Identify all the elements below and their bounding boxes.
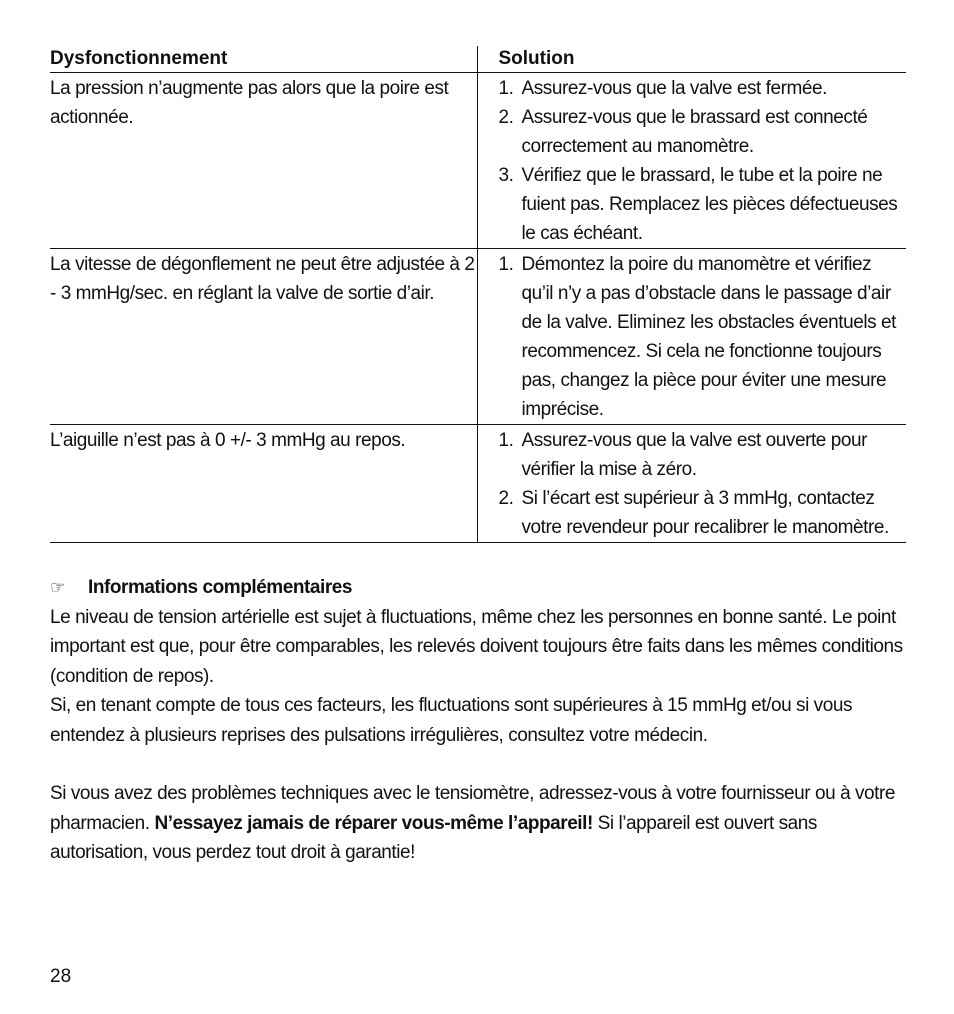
solution-item xyxy=(499,426,907,484)
solution-cell xyxy=(477,73,906,249)
problem-cell: La vitesse de dégonflement ne peut être adjustée à 2 - 3 mmHg/sec. en réglant la valve de sortie d’air. xyxy=(50,249,477,425)
warranty-text: Si vous avez des problèmes techniques avec le tensiomètre, adressez-vous à votre fournisseur ou à votre pharmacien. xyxy=(50,783,895,834)
solution-item xyxy=(499,161,907,248)
solution-item xyxy=(499,250,907,424)
solution-number: 2. xyxy=(498,107,514,128)
solution-item xyxy=(499,484,907,542)
page-number: 28 xyxy=(50,966,72,987)
solution-text: Si l’écart est supérieur à 3 mmHg, contactez votre revendeur pour recalibrer le manomètre. xyxy=(521,488,889,538)
solution-text: Assurez-vous que la valve est fermée. xyxy=(521,78,827,99)
table-row xyxy=(50,249,906,425)
info-section xyxy=(50,573,906,868)
solution-item xyxy=(499,103,907,161)
solution-number: 2. xyxy=(498,488,514,509)
table-row xyxy=(50,73,906,249)
solution-number: 1. xyxy=(498,254,514,275)
solution-cell xyxy=(477,425,906,543)
solution-text: Assurez-vous que la valve est ouverte pour vérifier la mise à zéro. xyxy=(521,430,867,480)
solution-text: Démontez la poire du manomètre et vérifiez qu’il n’y a pas d’obstacle dans le passage d’air de la valve. Eliminez les obstacles éventuels et recommencez. Si cela ne fonctionne toujours pas, changez la pièce pour éviter une mesure imprécise. xyxy=(521,254,896,420)
info-paragraph: Le niveau de tension artérielle est sujet à fluctuations, même chez les personnes en bonne santé. Le point important est que, pour être comparables, les relevés doivent toujours être faits dans les mêmes conditions (condition de repos). xyxy=(50,606,903,687)
table-row xyxy=(50,425,906,543)
pointing-hand-icon: ☞ xyxy=(50,578,65,597)
solution-number: 3. xyxy=(498,165,514,186)
solution-number: 1. xyxy=(498,78,514,99)
solution-text: Assurez-vous que le brassard est connecté correctement au manomètre. xyxy=(521,107,868,157)
table-header-row xyxy=(50,46,906,73)
troubleshooting-table xyxy=(50,46,906,543)
info-heading: Informations complémentaires xyxy=(88,577,353,598)
header-problem: Dysfonctionnement xyxy=(50,46,477,73)
page-content xyxy=(50,46,906,868)
warranty-text-end: Si l’appareil est ouvert sans autorisation, vous perdez tout droit à garantie! xyxy=(50,812,817,863)
problem-cell: L’aiguille n’est pas à 0 +/- 3 mmHg au repos. xyxy=(50,425,477,543)
header-solution: Solution xyxy=(477,46,906,73)
warranty-paragraph xyxy=(50,779,906,868)
info-heading-row xyxy=(50,573,906,603)
solution-number: 1. xyxy=(498,430,514,451)
solution-cell xyxy=(477,249,906,425)
info-paragraph: Si, en tenant compte de tous ces facteurs, les fluctuations sont supérieures à 15 mmHg et/ou si vous entendez à plusieurs reprises des pulsations irrégulières, consultez votre médecin. xyxy=(50,695,853,746)
solution-text: Vérifiez que le brassard, le tube et la poire ne fuient pas. Remplacez les pièces défectueuses le cas échéant. xyxy=(521,165,898,244)
solution-item xyxy=(499,74,907,103)
problem-cell: La pression n’augmente pas alors que la poire est actionnée. xyxy=(50,73,477,249)
warning-text: N’essayez jamais de réparer vous-même l’appareil! xyxy=(154,812,593,834)
